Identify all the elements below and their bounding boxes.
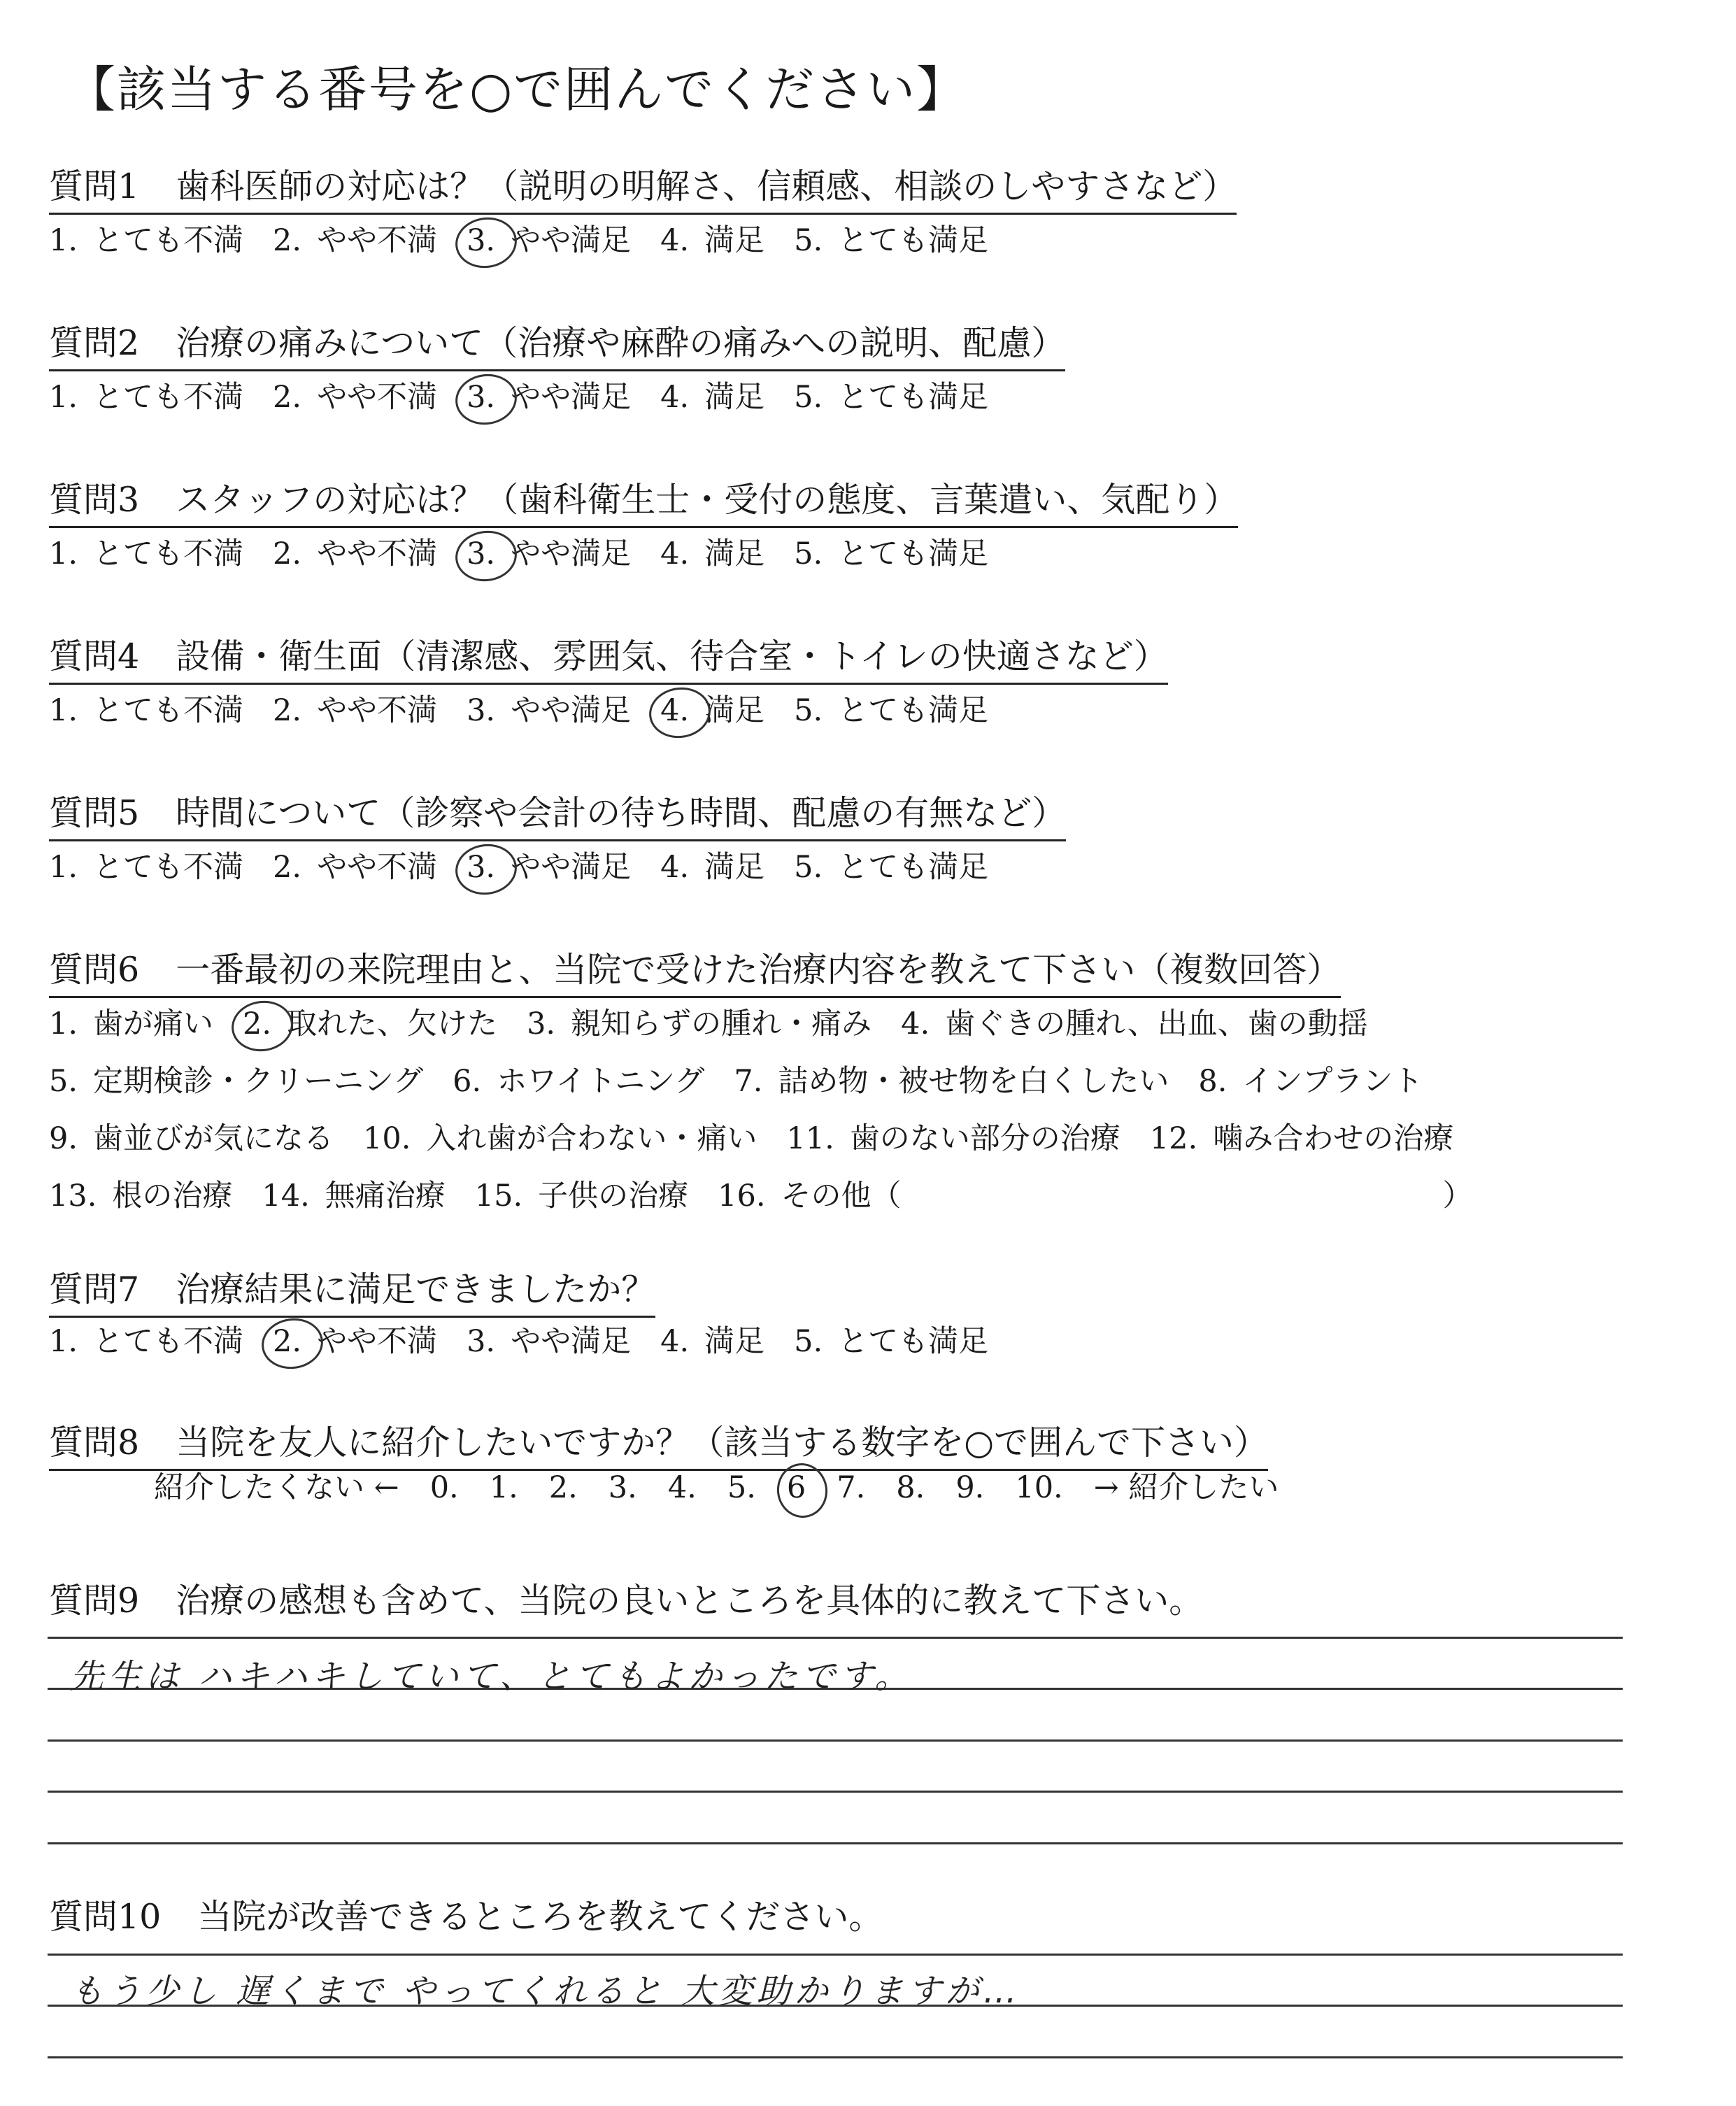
q7-options xyxy=(49,1318,1018,1360)
option-label: やや不満 xyxy=(317,380,438,415)
option-label: とても満足 xyxy=(838,850,989,885)
q2-number: 質問2 xyxy=(49,323,140,363)
q7-option-2[interactable] xyxy=(273,1318,437,1360)
option-number: 5. xyxy=(49,1064,78,1099)
q4-option-3[interactable] xyxy=(467,687,631,730)
option-label: とても満足 xyxy=(838,1324,989,1359)
q10-text: 当院が改善できるところを教えてください。 xyxy=(197,1897,883,1937)
option-label: とても不満 xyxy=(93,1324,244,1359)
q6-row1-option-1[interactable] xyxy=(49,1000,213,1043)
option-number: 4. xyxy=(901,1006,930,1041)
option-label: やや不満 xyxy=(317,693,438,728)
scale-value-8[interactable]: 8. xyxy=(896,1470,925,1505)
option-number: 4. xyxy=(660,536,690,571)
option-label: 取れた、欠けた xyxy=(287,1006,498,1041)
option-number: 5. xyxy=(794,850,823,885)
option-number: 12. xyxy=(1149,1121,1198,1156)
q3-text: スタッフの対応は？（歯科衛生士・受付の態度、言葉遣い、気配り） xyxy=(176,480,1239,520)
option-label: 親知らずの腫れ・痛み xyxy=(571,1006,872,1041)
scale-value-4[interactable]: 4. xyxy=(667,1470,697,1505)
option-label: 歯が痛い xyxy=(93,1006,214,1041)
option-label: 詰め物・被せ物を白くしたい xyxy=(778,1064,1169,1099)
q8-number: 質問8 xyxy=(49,1423,140,1463)
option-number: 4. xyxy=(660,693,690,728)
option-number: 4. xyxy=(660,1324,690,1359)
q6-row1-option-4[interactable] xyxy=(901,1000,1368,1043)
option-number: 16. xyxy=(718,1179,766,1214)
q2-option-3[interactable] xyxy=(467,373,631,416)
q2-text: 治療の痛みについて（治療や麻酔の痛みへの説明、配慮） xyxy=(176,323,1066,363)
q3-option-5[interactable] xyxy=(794,530,988,573)
option-number: 1. xyxy=(49,223,78,258)
option-label: インプラント xyxy=(1242,1064,1423,1099)
q1-option-4[interactable] xyxy=(660,217,764,259)
q3-option-1[interactable] xyxy=(49,530,243,573)
q1-heading xyxy=(49,159,1237,215)
option-label: とても不満 xyxy=(93,693,244,728)
option-number: 13. xyxy=(49,1179,97,1214)
q3-heading xyxy=(49,473,1238,528)
q6-row2-options xyxy=(49,1058,1452,1100)
option-label: 満足 xyxy=(704,693,765,728)
q10-answer-line-3 xyxy=(48,2056,1623,2058)
option-number: 1. xyxy=(49,1324,78,1359)
page-title: 【該当する番号を○で囲んでください】 xyxy=(66,61,967,118)
option-label: とても満足 xyxy=(838,223,989,258)
q6-row4-option-2[interactable] xyxy=(262,1172,445,1215)
option-label: 満足 xyxy=(704,850,765,885)
q6-number: 質問6 xyxy=(49,950,140,990)
q7-number: 質問7 xyxy=(49,1269,140,1309)
q8-text: 当院を友人に紹介したいですか？（該当する数字を○で囲んで下さい） xyxy=(176,1423,1268,1463)
option-label: やや満足 xyxy=(511,380,632,415)
scale-value-9[interactable]: 9. xyxy=(955,1470,985,1505)
option-label: とても不満 xyxy=(93,223,244,258)
option-number: 1. xyxy=(49,693,78,728)
option-number: 2. xyxy=(243,1006,272,1041)
option-label: 歯ぐきの腫れ、出血、歯の動揺 xyxy=(945,1006,1368,1041)
q9-answer-line-1 xyxy=(48,1637,1623,1639)
q5-heading xyxy=(49,786,1066,841)
option-label: 満足 xyxy=(704,536,765,571)
option-number: 4. xyxy=(660,850,690,885)
option-label: 満足 xyxy=(704,223,765,258)
q6-row4-option-1[interactable] xyxy=(49,1172,232,1215)
q5-option-2[interactable] xyxy=(273,844,437,886)
option-number: 10. xyxy=(363,1121,411,1156)
option-number: 5. xyxy=(794,1324,823,1359)
option-number: 14. xyxy=(262,1179,310,1214)
q7-option-5[interactable] xyxy=(794,1318,988,1360)
option-number: 5. xyxy=(794,693,823,728)
option-label: やや不満 xyxy=(317,850,438,885)
option-label: 定期検診・クリーニング xyxy=(93,1064,424,1099)
q8-scale xyxy=(154,1464,1309,1507)
option-number: 1. xyxy=(49,1006,78,1041)
option-label: とても不満 xyxy=(93,536,244,571)
scale-value-3[interactable]: 3. xyxy=(608,1470,637,1505)
option-number: 2. xyxy=(273,223,302,258)
q6-row3-option-1[interactable] xyxy=(49,1115,334,1158)
q10-handwritten-answer[interactable]: もう少し 遅くまで やってくれると 大変助かりますが… xyxy=(70,1972,1021,2011)
q6-row2-option-4[interactable] xyxy=(1198,1058,1423,1100)
q6-heading xyxy=(49,943,1341,998)
scale-value-10[interactable]: 10. xyxy=(1015,1470,1063,1505)
option-number: 3. xyxy=(467,223,496,258)
q5-number: 質問5 xyxy=(49,793,140,833)
option-label: 入れ歯が合わない・痛い xyxy=(426,1121,757,1156)
option-label: とても満足 xyxy=(838,693,989,728)
scale-value-2[interactable]: 2. xyxy=(548,1470,578,1505)
option-number: 1. xyxy=(49,380,78,415)
q7-text: 治療結果に満足できましたか？ xyxy=(176,1269,656,1309)
q5-text: 時間について（診察や会計の待ち時間、配慮の有無など） xyxy=(176,793,1067,833)
option-number: 8. xyxy=(1198,1064,1228,1099)
option-number: 3. xyxy=(467,1324,496,1359)
option-number: 15. xyxy=(474,1179,523,1214)
q6-row3-option-3[interactable] xyxy=(786,1115,1120,1158)
q5-option-4[interactable] xyxy=(660,844,764,886)
scale-low-label: 紹介したくない ← xyxy=(154,1470,399,1505)
option-number: 4. xyxy=(660,380,690,415)
option-number: 9. xyxy=(49,1121,78,1156)
q2-option-2[interactable] xyxy=(273,373,437,416)
q6-row2-option-3[interactable] xyxy=(734,1058,1169,1100)
q1-number: 質問1 xyxy=(49,166,140,206)
q9-text: 治療の感想も含めて、当院の良いところを具体的に教えて下さい。 xyxy=(176,1581,1204,1621)
q2-option-4[interactable] xyxy=(660,373,764,416)
q9-answer-line-4 xyxy=(48,1791,1623,1793)
option-label: ホワイトニング xyxy=(497,1064,705,1099)
option-label: やや不満 xyxy=(317,1324,438,1359)
option-number: 1. xyxy=(49,850,78,885)
scale-value-1[interactable]: 1. xyxy=(489,1470,518,1505)
option-label: とても不満 xyxy=(93,380,244,415)
q4-options xyxy=(49,687,1018,730)
q7-option-1[interactable] xyxy=(49,1318,243,1360)
q6-row3-option-4[interactable] xyxy=(1150,1115,1453,1158)
q9-number: 質問9 xyxy=(49,1581,140,1621)
q1-text: 歯科医師の対応は？（説明の明解さ、信頼感、相談のしやすさなど） xyxy=(176,166,1237,206)
option-label: 歯のない部分の治療 xyxy=(849,1121,1120,1156)
q4-option-2[interactable] xyxy=(273,687,437,730)
option-label: やや満足 xyxy=(511,223,632,258)
q5-options xyxy=(49,844,1018,886)
q1-option-2[interactable] xyxy=(273,217,437,259)
q5-option-3[interactable] xyxy=(467,844,631,886)
option-label: やや満足 xyxy=(511,850,632,885)
option-number: 3. xyxy=(467,693,496,728)
q7-option-4[interactable] xyxy=(660,1318,764,1360)
q6-row1-option-2[interactable] xyxy=(243,1000,497,1043)
option-label: やや不満 xyxy=(317,223,438,258)
q4-option-1[interactable] xyxy=(49,687,243,730)
q4-heading xyxy=(49,629,1168,685)
option-label: やや満足 xyxy=(511,693,632,728)
q3-option-2[interactable] xyxy=(273,530,437,573)
q1-options xyxy=(49,217,1018,259)
option-label: 歯並びが気になる xyxy=(93,1121,334,1156)
q10-heading xyxy=(49,1890,883,1943)
option-number: 2. xyxy=(273,380,302,415)
q2-option-1[interactable] xyxy=(49,373,243,416)
option-number: 2. xyxy=(273,1324,302,1359)
q3-options xyxy=(49,530,1018,573)
option-label: 満足 xyxy=(704,1324,765,1359)
option-number: 5. xyxy=(794,536,823,571)
option-label: 噛み合わせの治療 xyxy=(1213,1121,1454,1156)
q4-number: 質問4 xyxy=(49,636,140,676)
scale-high-label: → 紹介したい xyxy=(1093,1470,1279,1505)
q6-row4-option-3[interactable] xyxy=(475,1172,688,1215)
q10-answer-line-1 xyxy=(48,1954,1623,1956)
q2-heading xyxy=(49,316,1065,371)
q9-handwritten-answer[interactable]: 先生は ハキハキしていて、とてもよかったです。 xyxy=(70,1657,913,1696)
q7-option-3[interactable] xyxy=(467,1318,631,1360)
q3-number: 質問3 xyxy=(49,480,140,520)
q6-row4-option-4[interactable] xyxy=(718,1172,1472,1215)
option-number: 2. xyxy=(273,693,302,728)
option-number: 11. xyxy=(786,1121,834,1156)
q6-row1-options xyxy=(49,1000,1397,1043)
q1-option-5[interactable] xyxy=(794,217,988,259)
option-number: 5. xyxy=(794,223,823,258)
scale-value-5[interactable]: 5. xyxy=(727,1470,756,1505)
option-number: 6. xyxy=(453,1064,482,1099)
q7-heading xyxy=(49,1262,655,1318)
q9-answer-line-3 xyxy=(48,1739,1623,1742)
q6-row3-options xyxy=(49,1115,1483,1158)
q1-option-3[interactable] xyxy=(467,217,631,259)
option-number: 3. xyxy=(467,380,496,415)
option-label: とても満足 xyxy=(838,380,989,415)
q9-heading xyxy=(49,1574,1203,1627)
option-label: とても不満 xyxy=(93,850,244,885)
option-number: 3. xyxy=(527,1006,556,1041)
scale-value-7[interactable]: 7. xyxy=(837,1470,866,1505)
option-number: 1. xyxy=(49,536,78,571)
option-number: 7. xyxy=(734,1064,763,1099)
q2-option-5[interactable] xyxy=(794,373,988,416)
option-label: 根の治療 xyxy=(112,1179,233,1214)
q1-option-1[interactable] xyxy=(49,217,243,259)
option-number: 5. xyxy=(794,380,823,415)
option-number: 2. xyxy=(273,850,302,885)
q4-option-5[interactable] xyxy=(794,687,988,730)
q2-options xyxy=(49,373,1018,416)
q5-option-5[interactable] xyxy=(794,844,988,886)
option-label: やや満足 xyxy=(511,536,632,571)
option-label: とても満足 xyxy=(838,536,989,571)
option-number: 3. xyxy=(467,850,496,885)
q9-answer-line-5 xyxy=(48,1842,1623,1844)
q6-row2-option-2[interactable] xyxy=(453,1058,704,1100)
q6-row1-option-3[interactable] xyxy=(527,1000,871,1043)
q4-option-4[interactable] xyxy=(660,687,764,730)
option-number: 4. xyxy=(660,223,690,258)
option-number: 3. xyxy=(467,536,496,571)
q8-heading xyxy=(49,1416,1268,1471)
q5-option-1[interactable] xyxy=(49,844,243,886)
option-label: やや満足 xyxy=(511,1324,632,1359)
q10-number: 質問10 xyxy=(49,1897,162,1937)
option-number: 2. xyxy=(273,536,302,571)
q6-text: 一番最初の来院理由と、当院で受けた治療内容を教えて下さい（複数回答） xyxy=(176,950,1342,990)
option-label: やや不満 xyxy=(317,536,438,571)
scale-value-0[interactable]: 0. xyxy=(429,1470,459,1505)
q3-option-4[interactable] xyxy=(660,530,764,573)
q6-row4-options xyxy=(49,1172,1502,1215)
option-label: その他（ ） xyxy=(781,1179,1473,1214)
q6-row2-option-1[interactable] xyxy=(49,1058,423,1100)
option-label: 満足 xyxy=(704,380,765,415)
q3-option-3[interactable] xyxy=(467,530,631,573)
q4-text: 設備・衛生面（清潔感、雰囲気、待合室・トイレの快適さなど） xyxy=(176,636,1168,676)
option-label: 無痛治療 xyxy=(325,1179,446,1214)
scale-value-6[interactable]: 6 xyxy=(786,1470,806,1505)
option-label: 子供の治療 xyxy=(538,1179,689,1214)
q6-row3-option-2[interactable] xyxy=(363,1115,757,1158)
